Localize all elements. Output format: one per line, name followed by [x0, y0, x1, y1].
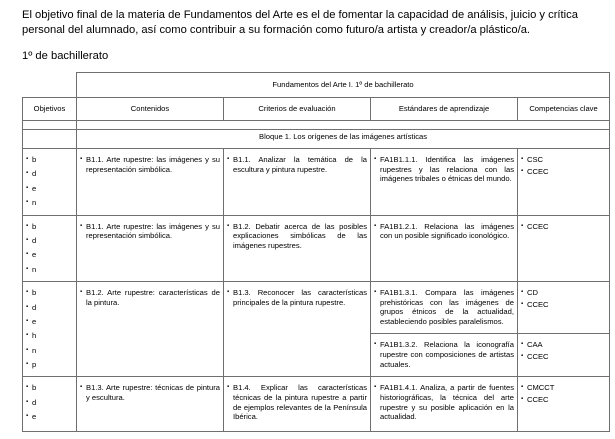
competencia-item: ▪ CD [521, 288, 606, 298]
header-criterios: Criterios de evaluación [224, 98, 371, 121]
objetivo-item: ▪ e [26, 317, 73, 327]
contenido-text: ▪ B1.1. Arte rupestre: las imágenes y su representación simbólica. [80, 222, 220, 241]
estandar-cell [371, 149, 518, 216]
competencias-cell [518, 282, 610, 334]
objetivo-item: ▪ b [26, 288, 73, 298]
objetivo-item: ▪ n [26, 346, 73, 356]
gap-cell [23, 121, 77, 130]
contenido-cell [77, 377, 224, 432]
estandar-cell [371, 334, 518, 377]
header-contenidos: Contenidos [77, 98, 224, 121]
criterio-text: ▪ B1.1. Analizar la temática de la escultura y pintura rupestre. [227, 155, 367, 174]
competencias-cell [518, 149, 610, 216]
block-title: Bloque 1. Los orígenes de las imágenes artísticas [77, 130, 610, 149]
criterio-cell [224, 215, 371, 282]
header-competencias: Competencias clave [518, 98, 610, 121]
criterio-text: ▪ B1.3. Reconocer las características principales de la pintura rupestre. [227, 288, 367, 307]
course-level-heading: 1º de bachillerato [22, 50, 109, 62]
objetivo-item: ▪ h [26, 331, 73, 341]
objetivo-item: ▪ d [26, 398, 73, 408]
criterio-text: ▪ B1.4. Explicar las características técnicas de la pintura rupestre a partir de ejemplos relevantes de la Península Ibérica. [227, 383, 367, 421]
competencia-item: ▪ CCEC [521, 395, 606, 405]
table-row [23, 215, 610, 282]
estandar-text: ▪ FA1B1.3.2. Relaciona la iconografía rupestre con composiciones de artistas actuales. [374, 340, 514, 369]
header-objetivos: Objetivos [23, 98, 77, 121]
competencia-item: ▪ CSC [521, 155, 606, 165]
objetivo-item: ▪ b [26, 383, 73, 393]
competencia-item: ▪ CCEC [521, 352, 606, 362]
curriculum-table [22, 72, 610, 432]
objetivo-item: ▪ p [26, 360, 73, 370]
criterio-cell [224, 149, 371, 216]
objetivos-cell [23, 215, 77, 282]
objetivo-item: ▪ b [26, 222, 73, 232]
objetivo-item: ▪ d [26, 236, 73, 246]
competencia-item: ▪ CCEC [521, 300, 606, 310]
table-row [23, 377, 610, 432]
objetivo-item: ▪ e [26, 250, 73, 260]
intro-paragraph: El objetivo final de la materia de Fundamentos del Arte es el de fomentar la capacidad de análisis, juicio y crítica personal del alumnado, así como contribuir a su formación como futuro/a artista y creador/a plástico/a. [22, 9, 578, 36]
contenido-cell [77, 215, 224, 282]
table-title: Fundamentos del Arte I. 1º de bachillerato [77, 73, 610, 98]
objetivos-cell [23, 377, 77, 432]
competencias-cell [518, 377, 610, 432]
estandar-text: ▪ FA1B1.3.1. Compara las imágenes prehistóricas con las imágenes de grupos étnicos de la actualidad, estableciendo posibles paralelismos. [374, 288, 514, 326]
objetivo-item: ▪ d [26, 303, 73, 313]
estandar-text: ▪ FA1B1.1.1. Identifica las imágenes rupestres y las relaciona con las imágenes tribales o étnicas del mundo. [374, 155, 514, 184]
criterio-cell [224, 377, 371, 432]
competencia-item: ▪ CMCCT [521, 383, 606, 393]
objetivo-item: ▪ e [26, 412, 73, 422]
competencias-cell [518, 334, 610, 377]
estandar-text: ▪ FA1B1.4.1. Analiza, a partir de fuentes historiográficas, la técnica del arte rupestre y su posible aplicación en la actualidad. [374, 383, 514, 421]
table-row [23, 149, 610, 216]
objetivo-item: ▪ d [26, 169, 73, 179]
contenido-cell [77, 149, 224, 216]
competencia-item: ▪ CCEC [521, 222, 606, 232]
objetivo-item: ▪ n [26, 198, 73, 208]
table-row [23, 282, 610, 334]
corner-cell [23, 73, 77, 98]
objetivo-item: ▪ n [26, 265, 73, 275]
estandar-cell [371, 282, 518, 334]
contenido-text: ▪ B1.2. Arte rupestre: características de la pintura. [80, 288, 220, 307]
objetivo-item: ▪ b [26, 155, 73, 165]
objetivos-cell [23, 149, 77, 216]
estandar-text: ▪ FA1B1.2.1. Relaciona las imágenes con un posible significado iconológico. [374, 222, 514, 241]
objetivo-item: ▪ e [26, 184, 73, 194]
block-left-cell [23, 130, 77, 149]
estandar-cell [371, 215, 518, 282]
criterio-cell [224, 282, 371, 377]
contenido-text: ▪ B1.1. Arte rupestre: las imágenes y su representación simbólica. [80, 155, 220, 174]
contenido-text: ▪ B1.3. Arte rupestre: técnicas de pintura y escultura. [80, 383, 220, 402]
competencias-cell [518, 215, 610, 282]
competencia-item: ▪ CCEC [521, 167, 606, 177]
objetivos-cell [23, 282, 77, 377]
estandar-cell [371, 377, 518, 432]
contenido-cell [77, 282, 224, 377]
criterio-text: ▪ B1.2. Debatir acerca de las posibles explicaciones simbólicas de las imágenes rupestres. [227, 222, 367, 251]
competencia-item: ▪ CAA [521, 340, 606, 350]
gap-cell [77, 121, 610, 130]
header-estandares: Estándares de aprendizaje [371, 98, 518, 121]
